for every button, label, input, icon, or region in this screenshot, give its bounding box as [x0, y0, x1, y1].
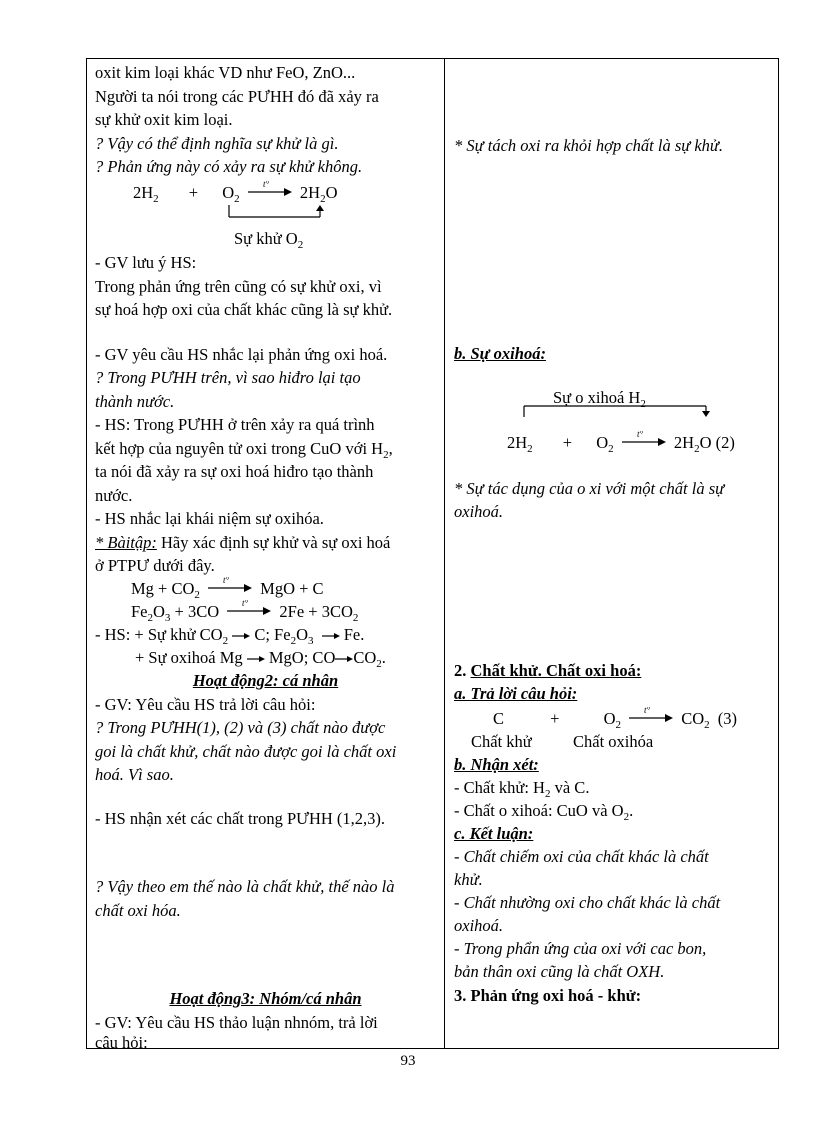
svg-text:t°: t°: [242, 600, 249, 609]
column-divider: [444, 59, 445, 1048]
exercise-line: * Bàitập: Hãy xác định sự khử và sự oxi hoá: [95, 533, 391, 552]
left-question: hoá. Vì sao.: [95, 765, 174, 784]
left-text: - GV: Yêu cầu HS trả lời câu hỏi:: [95, 695, 316, 714]
oxidizer-label: Chất oxihóa: [573, 732, 654, 751]
right-text: - Chất chiếm oxi của chất khác là chất: [454, 847, 709, 866]
oxidation-label: Sự o xihoá $H_2$: [553, 388, 646, 410]
reduction-bracket: [227, 205, 337, 221]
left-text: - HS: Trong PƯHH ở trên xảy ra quá trình: [95, 415, 375, 434]
reducer-label: Chất khử: [471, 732, 532, 751]
left-text: ở PTPƯ dưới đây.: [95, 556, 215, 575]
right-text: - Chất nhường oxi cho chất khác là chất: [454, 893, 721, 912]
left-text: - GV: Yêu cầu HS thảo luận nhnóm, trả lời: [95, 1013, 378, 1032]
left-question: goi là chất khử, chất nào được goi là chất oxi: [95, 742, 397, 761]
left-text: ta nói đã xảy ra sự oxi hoá hiđro tạo thành: [95, 462, 374, 481]
left-text: Trong phản ứng trên cũng có sự khử oxi, vì: [95, 277, 382, 296]
left-question: chất oxi hóa.: [95, 901, 181, 920]
svg-text:t°: t°: [262, 181, 269, 190]
left-text: - HS nhắc lại khái niệm sự oxihóa.: [95, 509, 324, 528]
svg-text:t°: t°: [636, 431, 643, 440]
reaction-arrow: [622, 431, 666, 449]
left-question: thành nước.: [95, 392, 175, 411]
right-text: - Chất o xihoá: CuO và $O_2$.: [454, 801, 634, 823]
lesson-table: [86, 58, 779, 1052]
reaction-arrow: [227, 600, 271, 618]
left-text: câu hỏi:: [95, 1033, 148, 1052]
right-text: - Trong phẩn ứng của oxi với cac bon,: [454, 939, 707, 958]
right-text: khử.: [454, 870, 483, 889]
oxidation-heading: b. Sự oxihoá:: [454, 344, 546, 363]
equation-2: $2H_2 + O_2$ t° $2H_2O$ (2): [507, 431, 735, 455]
section-2-heading: 2. Chất khử. Chất oxi hoá:: [454, 661, 642, 680]
left-text: + Sự oxihoá Mg MgO; CO $CO_2$.: [135, 648, 386, 670]
reaction-arrow: [629, 707, 673, 725]
reaction-arrow: [248, 181, 292, 199]
equation-fe2o3: $Fe_2O_3 + 3CO$ t° $2Fe + 3CO_2$: [131, 600, 359, 624]
oxidation-definition: * Sự tác dụng của o xi với một chất là sự: [454, 479, 725, 498]
conclusion-heading: c. Kết luận:: [454, 824, 534, 843]
reduction-label: Sự khử $O_2$: [234, 229, 304, 251]
left-text: - GV lưu ý HS:: [95, 253, 197, 272]
reduction-definition: * Sự tách oxi ra khỏi hợp chất là sự khử.: [454, 136, 724, 155]
left-text: sự khử oxit kim loại.: [95, 110, 233, 129]
left-text: nước.: [95, 486, 133, 505]
oxidation-definition: oxihoá.: [454, 502, 504, 521]
left-text: kết hợp của nguyên tử oxi trong CuO với $H_2$,: [95, 439, 393, 461]
right-text: bản thân oxi cũng là chất OXH.: [454, 962, 665, 981]
svg-text:t°: t°: [644, 707, 651, 716]
activity-3-heading: Hoạt động3: Nhóm/cá nhân: [169, 989, 362, 1008]
left-text: sự hoá hợp oxi của chất khác cũng là sự khử.: [95, 300, 393, 319]
right-text: - Chất khử: $H_2$ và C.: [454, 778, 590, 800]
equation-1: $2H_2 + O_2$ t° $2H_2O$: [133, 181, 338, 205]
section-3-heading: 3. Phản ứng oxi hoá - khử:: [454, 986, 642, 1005]
oxidation-bracket: [522, 403, 712, 421]
right-text: oxihoá.: [454, 916, 504, 935]
left-question: ? Trong PƯHH(1), (2) và (3) chất nào được: [95, 718, 386, 737]
left-text: - HS nhận xét các chất trong PƯHH (1,2,3).: [95, 809, 386, 828]
equation-mg: $Mg + CO_2$ t° MgO + C: [131, 577, 324, 601]
page-number: 93: [400, 1053, 416, 1069]
activity-2-heading: Hoạt động2: cá nhân: [192, 671, 339, 690]
answer-heading: a. Trả lời câu hỏi:: [454, 684, 578, 703]
left-text: Người ta nói trong các PƯHH đó đã xảy ra: [95, 87, 379, 106]
svg-text:t°: t°: [223, 577, 230, 586]
left-text: - HS: + Sự khử $CO_2$ C; $Fe_2O_3$ Fe.: [95, 625, 365, 647]
left-text: oxit kim loại khác VD như FeO, ZnO...: [95, 63, 356, 82]
reaction-arrow: [208, 577, 252, 595]
left-question: ? Phản ứng này có xảy ra sự khử không.: [95, 157, 363, 176]
left-question: ? Vậy theo em thế nào là chất khử, thế nào là: [95, 877, 395, 896]
left-text: - GV yêu cầu HS nhắc lại phản ứng oxi hoá.: [95, 345, 388, 364]
left-question: ? Trong PƯHH trên, vì sao hiđro lại tạo: [95, 368, 361, 387]
equation-3: $C + O_2$ t° $CO_2$ (3): [493, 707, 738, 731]
remark-heading: b. Nhận xét:: [454, 755, 539, 774]
left-question: ? Vậy có thể định nghĩa sự khử là gì.: [95, 134, 339, 153]
